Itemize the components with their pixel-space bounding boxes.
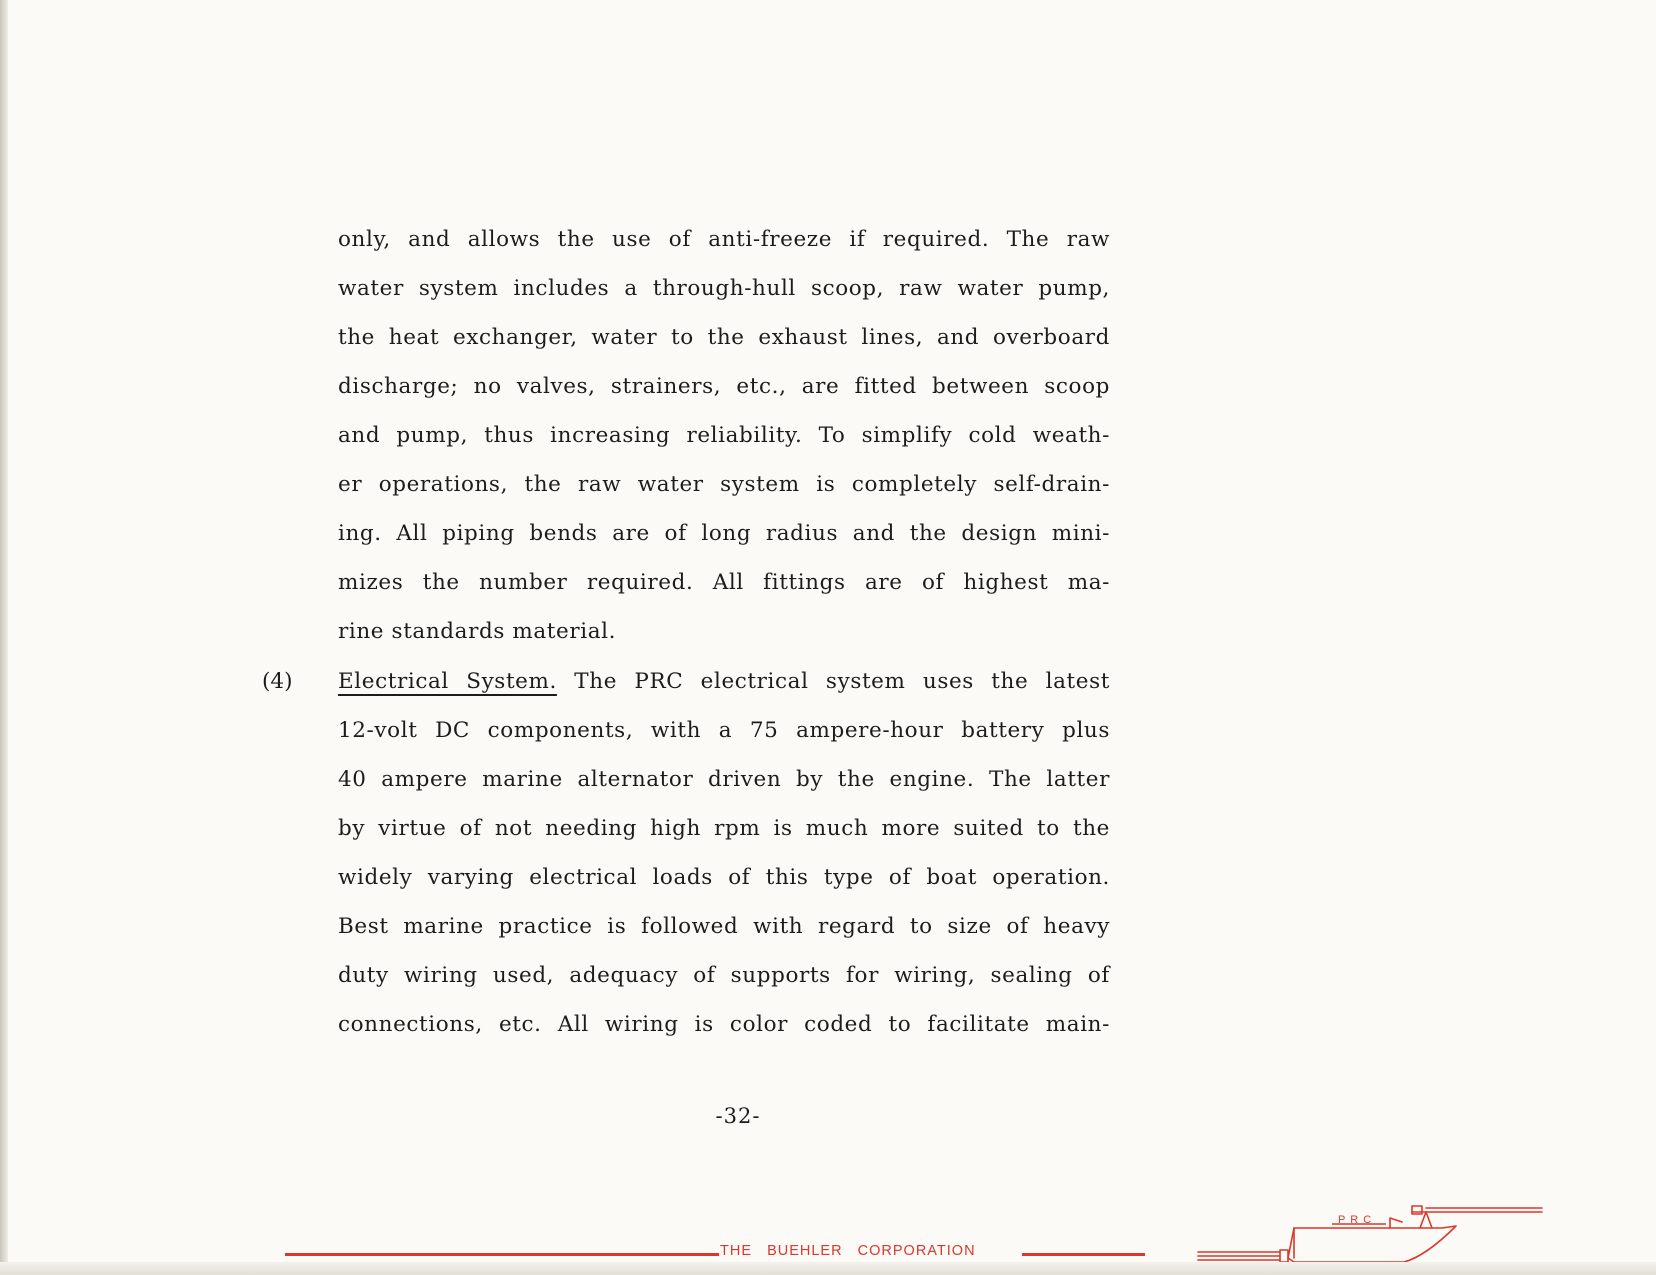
text-line: and pump, thus increasing reliability. To simplify cold weath- [338, 423, 1110, 448]
section-first-line [338, 668, 1110, 696]
text-line: connections, etc. All wiring is color coded to facilitate main- [338, 1012, 1110, 1037]
text-line: widely varying electrical loads of this type of boat operation. [338, 865, 1110, 890]
text-line: only, and allows the use of anti-freeze if required. The raw [338, 227, 1110, 252]
prc-boat-logo [1194, 1196, 1546, 1266]
section-first-line-text: The PRC electrical system uses the latest [556, 669, 1110, 694]
text-line: by virtue of not needing high rpm is much more suited to the [338, 816, 1110, 841]
text-line: water system includes a through-hull scoop, raw water pump, [338, 276, 1110, 301]
text-line: discharge; no valves, strainers, etc., are fitted between scoop [338, 374, 1110, 399]
logo-text: P R C [1338, 1214, 1373, 1226]
text-line: 40 ampere marine alternator driven by the engine. The latter [338, 767, 1110, 792]
footer-company-name: THE BUEHLER CORPORATION [720, 1243, 976, 1259]
page-number: -32- [715, 1104, 761, 1128]
text-line: the heat exchanger, water to the exhaust lines, and overboard [338, 325, 1110, 350]
text-line: 12-volt DC components, with a 75 ampere-hour battery plus [338, 718, 1110, 743]
footer-rule-left [285, 1253, 719, 1256]
page-binding-edge [0, 0, 8, 1275]
text-line: er operations, the raw water system is completely self-drain- [338, 472, 1110, 497]
text-line: Best marine practice is followed with regard to size of heavy [338, 914, 1110, 939]
section-number: (4) [262, 669, 293, 694]
text-line: ing. All piping bends are of long radius and the design mini- [338, 521, 1110, 546]
page-bottom-edge [0, 1262, 1656, 1275]
text-line: rine standards material. [338, 619, 617, 644]
footer-rule-right [1022, 1253, 1145, 1256]
text-line: mizes the number required. All fittings are of highest ma- [338, 570, 1110, 595]
text-line: duty wiring used, adequacy of supports for wiring, sealing of [338, 963, 1110, 988]
section-heading: Electrical System. [338, 669, 557, 694]
